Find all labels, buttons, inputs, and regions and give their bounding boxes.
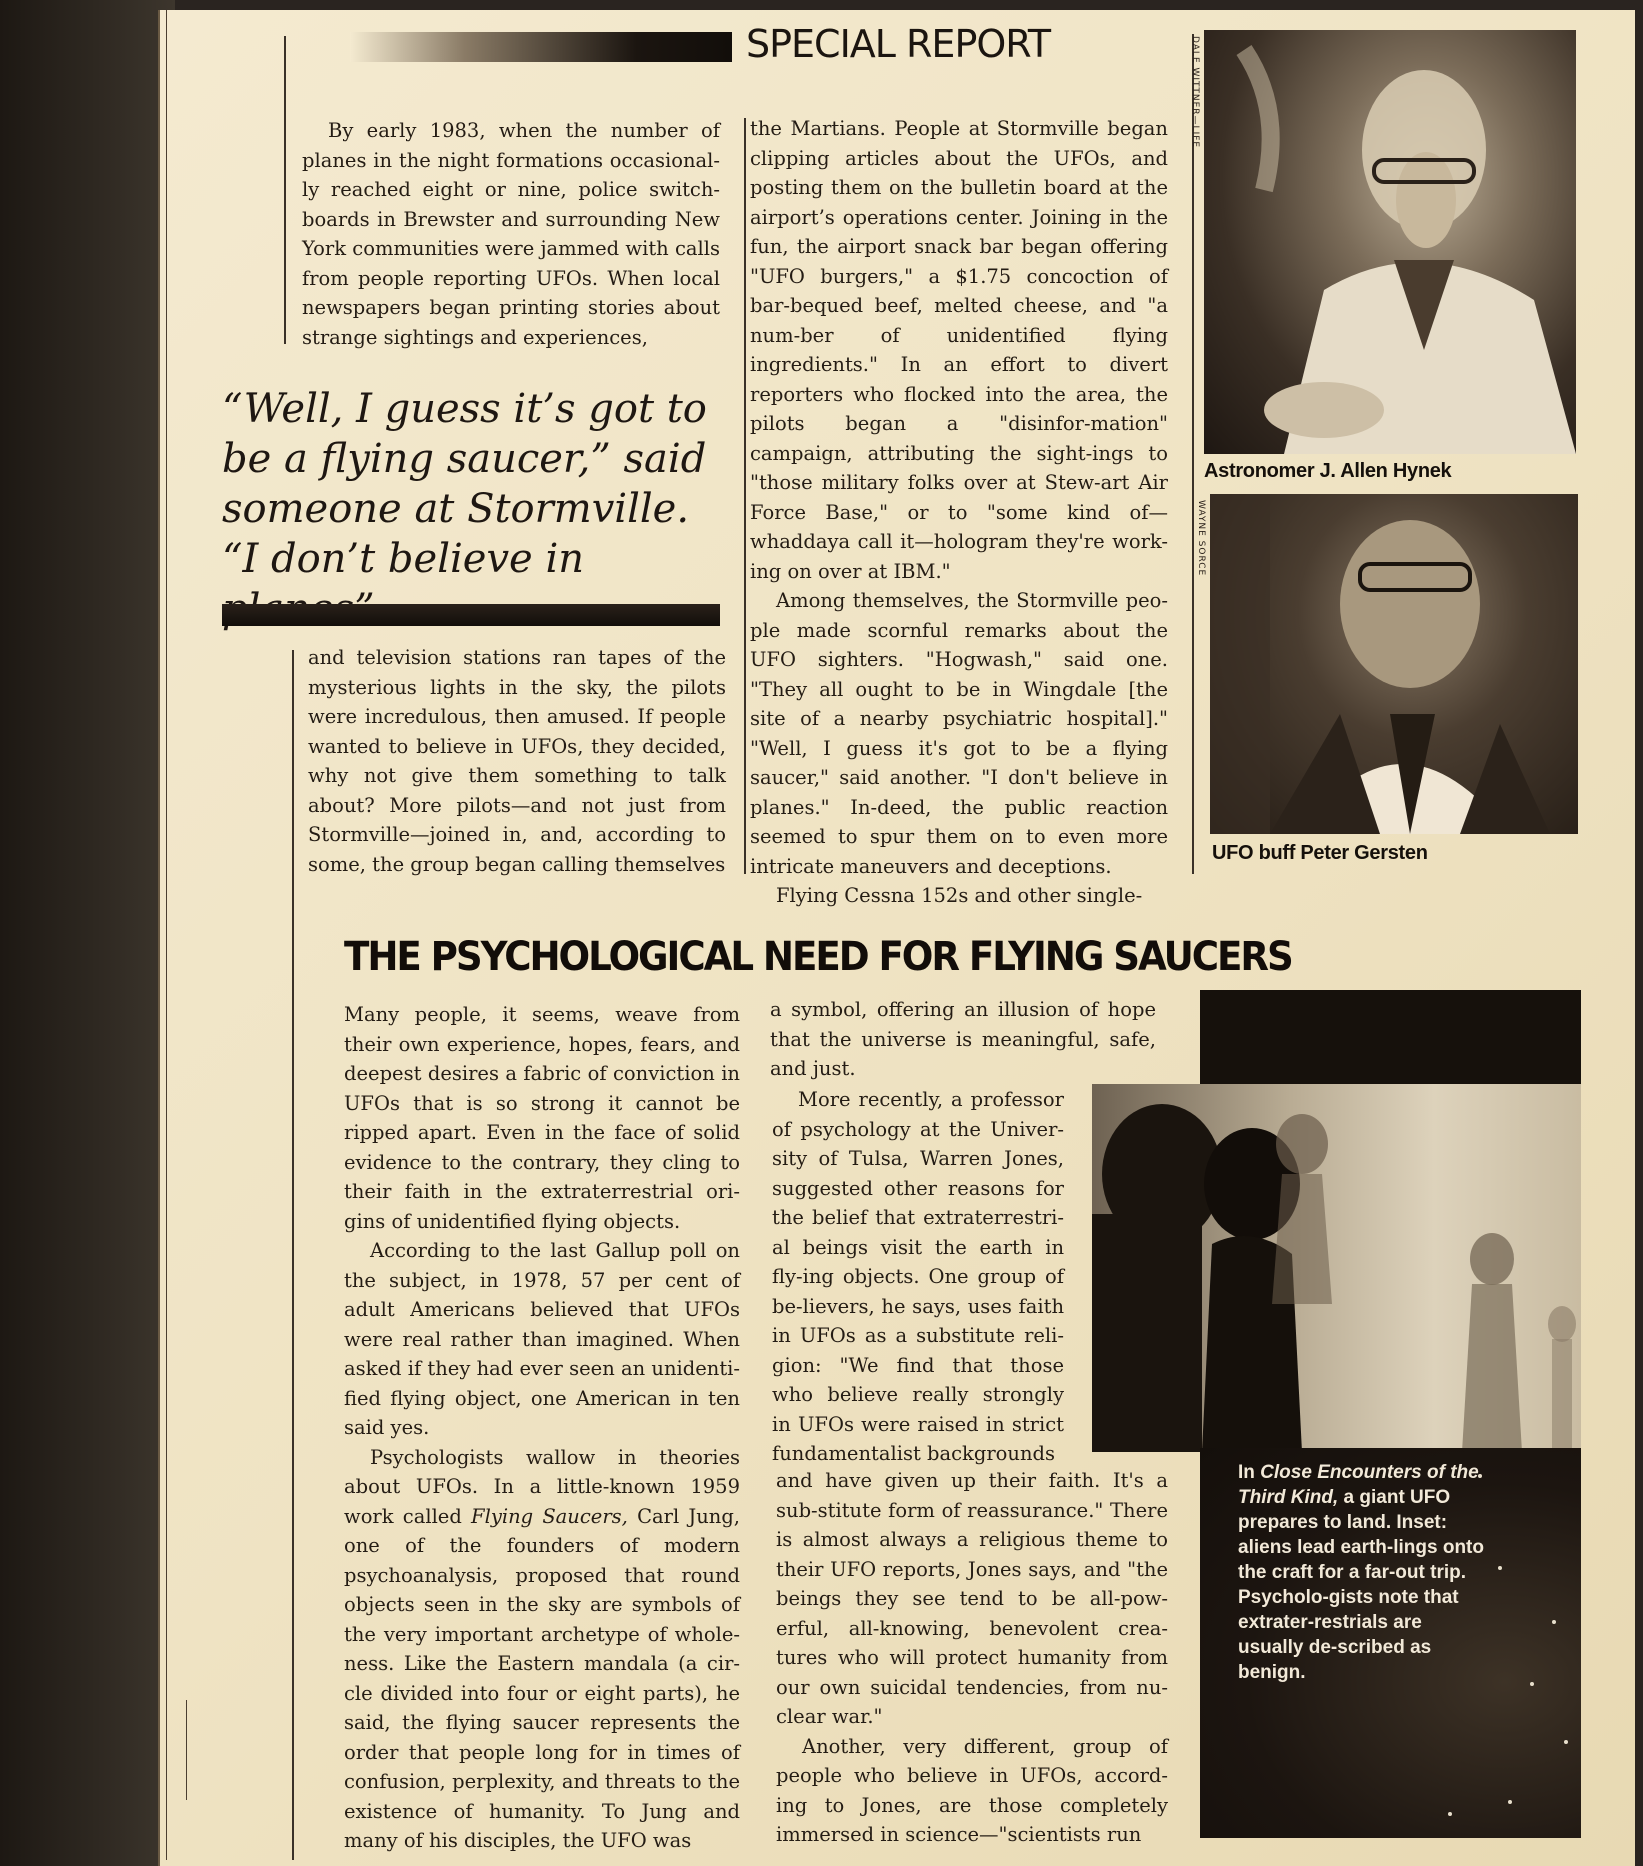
text-run: a giant UFO prepares to land. Inset: aliens lead earth-lings onto the craft for a far-out trip. Psycholo-gists note that extrater-restrials are usually de-scribed as benign. <box>1238 1487 1484 1683</box>
paragraph: By early 1983, when the number of planes in the night formations occasional-ly reached eight or nine, police switch-boards in Brewster and surrounding New York communities were jammed with calls from people reporting UFOs. When local newspapers began printing stories about strange sightings and experiences, <box>302 119 720 349</box>
column-rule <box>1192 34 1194 874</box>
paragraph: According to the last Gallup poll on the subject, in 1978, 57 per cent of adult Americans believed that UFOs were real rather than imagined. When asked if they had ever seen an unidenti-fied flying object, one American in ten said yes. <box>344 1239 740 1439</box>
paragraph: Among themselves, the Stormville peo-ple made scornful remarks about the UFO sighters. "Hogwash," said one. "They all ought to be in Wingdale [the site of a nearby psychiatric hospital]." "Well, I guess it's got to be a flying saucer," said another. "I don't believe in planes." In-deed, the public reaction seemed to spur them on to even more intricate maneuvers and deceptions. <box>750 589 1168 878</box>
paragraph: Flying Cessna 152s and other single- <box>776 884 1143 907</box>
page-edge-shadow <box>0 0 175 1866</box>
top-column-1b <box>308 643 726 879</box>
paragraph: and have given up their faith. It's a sub-stitute form of reassurance." There is almost always a religious theme to their UFO reports, Jones says, and "the beings they see tend to be all-pow-erful, all-knowing, benevolent crea-tures who will protect humanity from our own suicidal tendencies, from nu-clear war." <box>776 1469 1168 1728</box>
column-rule <box>284 36 286 344</box>
photo-credit: DALE WITTNER—LIFE <box>1190 36 1200 149</box>
top-column-1a <box>302 116 720 352</box>
article-headline: THE PSYCHOLOGICAL NEED FOR FLYING SAUCERS <box>344 934 1292 980</box>
column-rule <box>292 650 294 1860</box>
star-dot <box>1448 1812 1452 1816</box>
photo-ufo-top <box>1200 990 1581 1084</box>
paragraph: Many people, it seems, weave from their own experience, hopes, fears, and deepest desires a fabric of conviction in UFOs that is so strong it cannot be ripped apart. Even in the face of solid evidence to the contrary, they cling to their faith in the extraterrestrial ori-gins of unidentified flying objects. <box>344 1003 740 1233</box>
paragraph: Another, very different, group of people who believe in UFOs, accord-ing to Jones, are those completely immersed in science—"scientists run <box>776 1734 1168 1846</box>
star-dot <box>1530 1682 1534 1686</box>
caption-hynek: Astronomer J. Allen Hynek <box>1204 460 1452 482</box>
paragraph: the Martians. People at Stormville began clipping articles about the UFOs, and posting them on the bulletin board at the airport’s operations center. Joining in the fun, the airport snack bar began offering "UFO burgers," a $1.75 concoction of bar-bequed beef, melted cheese, and "a num-ber of unidentified flying ingredients." In an effort to divert reporters who flocked into the area, the pilots began a "disinfor-mation" campaign, attributing the sight-ings to "those military folks over at Stew-art Air Force Base," or to "some kind of—whaddaya call it—hologram they're work-ing on over at IBM." <box>750 117 1168 583</box>
column-rule <box>186 1700 187 1800</box>
paragraph: and television stations ran tapes of the mysterious lights in the sky, the pilots were incredulous, then amused. If people wanted to believe in UFOs, they decided, why not give them something to talk about? More pilots—and not just from Stormville—joined in, and, according to some, the group began calling themselves <box>308 646 726 876</box>
pull-quote-bar <box>222 604 720 626</box>
film-title: Close Encounters of the Third Kind, <box>1238 1462 1479 1508</box>
aliens-illustration <box>1092 1084 1581 1452</box>
text-run: Carl Jung, one of the founders of modern psychoanalysis, proposed that round objects seen in the sky are symbols of the very important archetype of whole-ness. Like the Eastern mandala (a cir-cle divided into four or eight parts), he said, the flying saucer represents the order that people long for in times of confusion, perplexity, and threats to the existence of humanity. To Jung and many of his disciples, the UFO was <box>344 1504 741 1852</box>
paragraph: a symbol, offering an illusion of hope that the universe is meaningful, safe, and just. <box>770 998 1156 1080</box>
bottom-column-1 <box>344 1000 740 1856</box>
column-rule <box>166 10 167 1860</box>
portrait-illustration <box>1204 30 1576 454</box>
top-column-2 <box>750 114 1168 911</box>
bottom-column-2-lower <box>776 1466 1168 1850</box>
star-dot <box>1564 1740 1568 1744</box>
book-title: Flying Saucers, <box>471 1504 628 1528</box>
photo-gersten <box>1210 494 1578 834</box>
paragraph: More recently, a professor of psychology at the Univer-sity of Tulsa, Warren Jones, suggested other reasons for the belief that extraterrestri-al beings visit the earth in fly-ing objects. One group of be-lievers, he says, uses faith in UFOs as a substitute reli-gion: "We find that those who believe really strongly in UFOs were raised in strict fundamentalist backgrounds <box>772 1088 1064 1465</box>
portrait-illustration <box>1210 494 1578 834</box>
pull-quote: “Well, I guess it’s got to be a flying saucer,” said someone at Stormville. “I don’t believe in <box>222 386 707 582</box>
photo-hynek <box>1204 30 1576 454</box>
caption-gersten: UFO buff Peter Gersten <box>1212 842 1428 864</box>
section-header-bar <box>350 32 732 62</box>
paragraph <box>344 1443 740 1856</box>
star-dot <box>1508 1800 1512 1804</box>
star-dot <box>1552 1620 1556 1624</box>
bottom-column-2-narrow <box>772 1085 1064 1469</box>
column-rule <box>744 118 746 874</box>
text-run: Psychologists wallow in theories about UFOs. In a little-known 1959 work called <box>344 1445 740 1528</box>
photo-aliens-inset <box>1092 1084 1581 1452</box>
text-run: In <box>1238 1462 1261 1483</box>
bottom-column-2-upper <box>770 995 1156 1084</box>
caption-close-encounters <box>1238 1460 1488 1685</box>
photo-credit: WAYNE SORCE <box>1196 500 1206 577</box>
section-label: SPECIAL REPORT <box>746 22 1051 66</box>
star-dot <box>1498 1566 1502 1570</box>
